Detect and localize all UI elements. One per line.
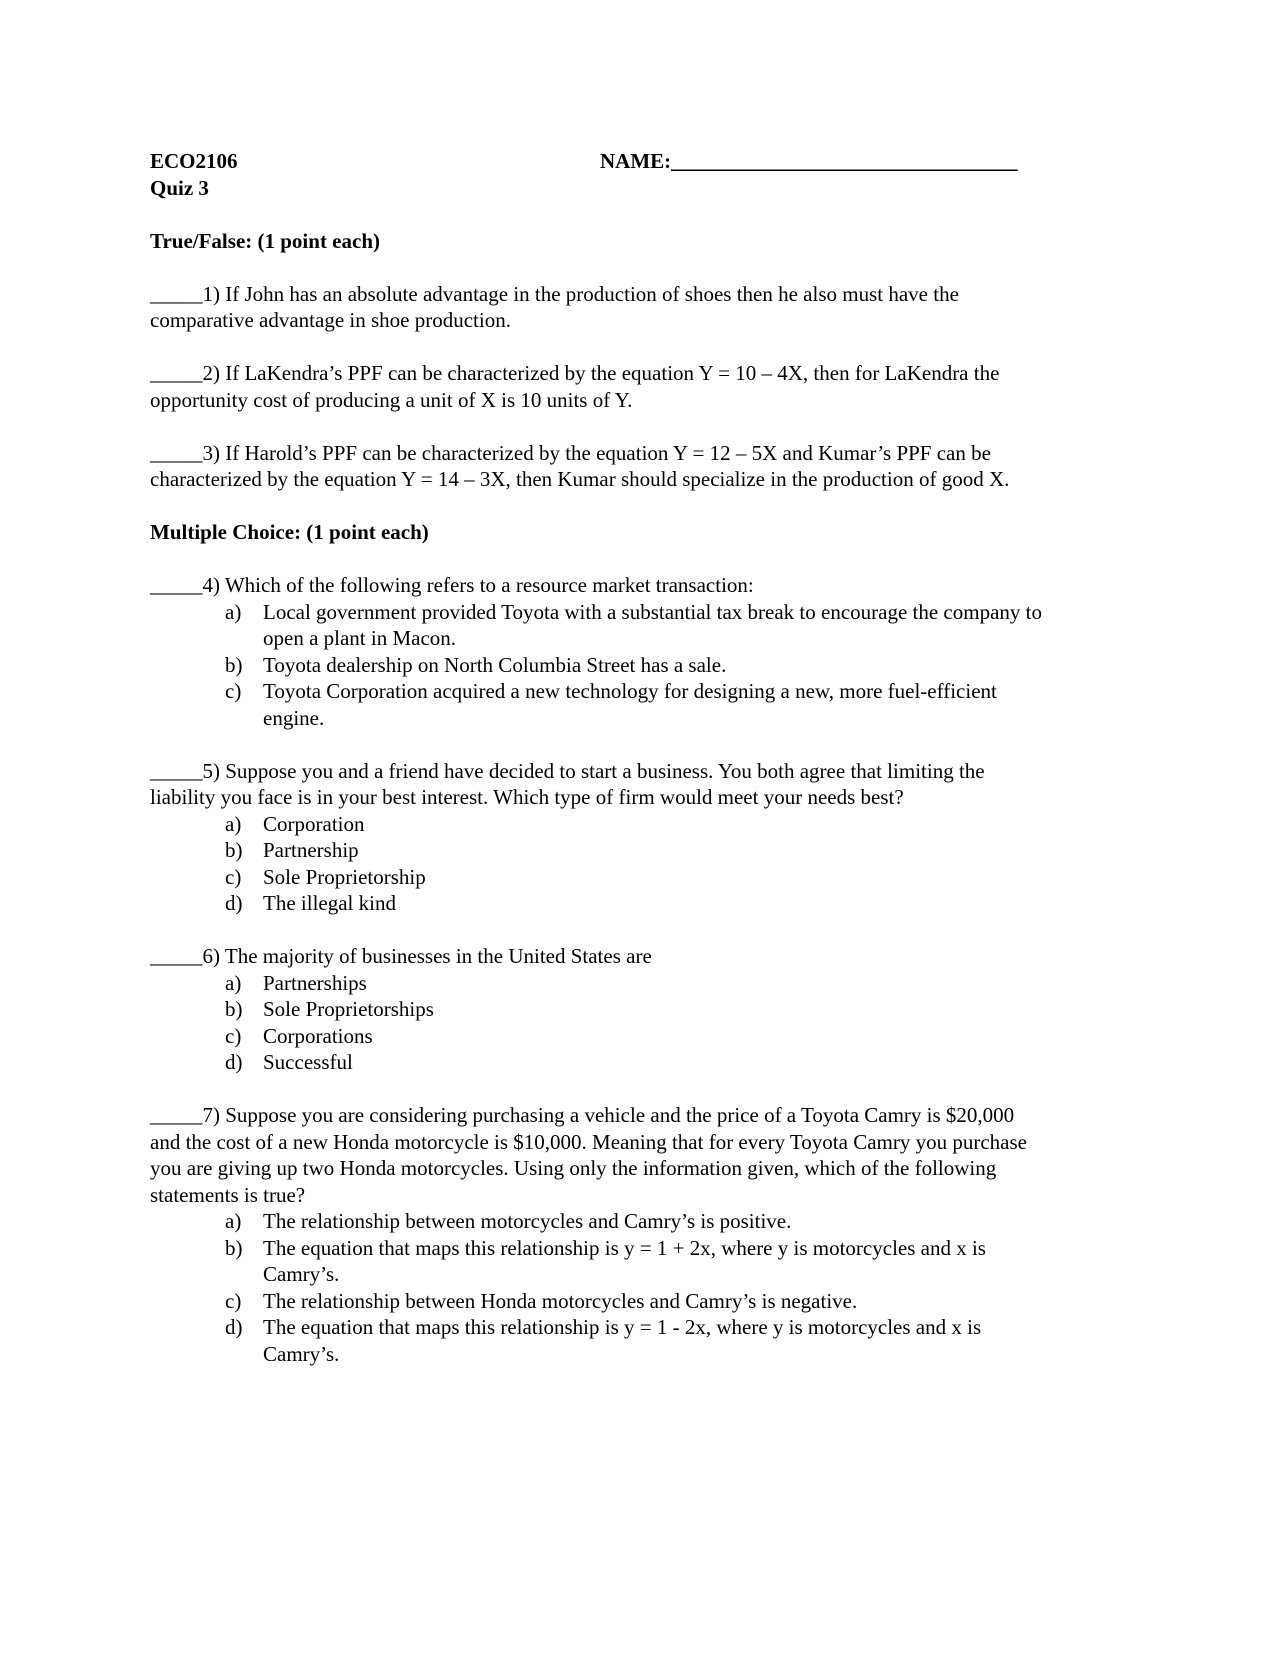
option-text: Corporation [263, 811, 365, 836]
question-2 [150, 360, 1120, 413]
option-letter: c) [225, 864, 242, 889]
answer-option [150, 1235, 1120, 1288]
answer-options [150, 599, 1120, 732]
answer-option [150, 1288, 1120, 1315]
option-text: The relationship between motorcycles and Camry’s is positive. [263, 1209, 792, 1233]
option-text: Sole Proprietorship [263, 864, 426, 889]
option-letter: a) [225, 811, 242, 836]
answer-options [150, 970, 1120, 1076]
option-text: The equation that maps this relationship is y = 1 + 2x, where y is motorcycles and x is [263, 1235, 986, 1260]
answer-option [150, 1023, 1120, 1050]
question-text: _____7) Suppose you are considering purchasing a vehicle and the price of a Toyota Camry is $20,000 [150, 1103, 1015, 1127]
option-letter: a) [225, 1209, 242, 1233]
answer-option [150, 890, 1120, 917]
question-1 [150, 281, 1120, 334]
answer-option [150, 811, 1120, 838]
option-letter: d) [225, 1050, 243, 1074]
answer-option [150, 837, 1120, 864]
question-text: statements is true? [150, 1182, 306, 1207]
course-code: ECO2106 [150, 149, 238, 173]
multiple-choice-heading: Multiple Choice: (1 point each) [150, 520, 429, 544]
option-letter: c) [225, 1023, 242, 1048]
option-text: Toyota Corporation acquired a new technology for designing a new, more fuel-efficient [263, 679, 997, 703]
question-text: _____2) If LaKendra’s PPF can be characterized by the equation Y = 10 – 4X, then for LaKendra the [150, 361, 1000, 385]
question-text: _____4) Which of the following refers to a resource market transaction: [150, 573, 754, 597]
question-text: characterized by the equation Y = 14 – 3X, then Kumar should specialize in the production of good X. [150, 467, 1010, 491]
option-text: The relationship between Honda motorcycles and Camry’s is negative. [263, 1288, 858, 1313]
question-text: _____3) If Harold’s PPF can be characterized by the equation Y = 12 – 5X and Kumar’s PPF can be [150, 440, 991, 465]
answer-option [150, 864, 1120, 891]
answer-options [150, 1208, 1120, 1367]
quiz-title: Quiz 3 [150, 175, 209, 200]
option-letter: a) [225, 970, 242, 995]
option-letter: c) [225, 1288, 242, 1313]
question-5 [150, 758, 1120, 917]
option-letter: b) [225, 1235, 243, 1260]
question-7 [150, 1102, 1120, 1367]
answer-option [150, 599, 1120, 652]
answer-option [150, 1208, 1120, 1235]
question-text: and the cost of a new Honda motorcycle is $10,000. Meaning that for every Toyota Camry you purchase [150, 1129, 1027, 1154]
option-text: Camry’s. [263, 1341, 340, 1366]
quiz-page [150, 148, 1120, 1367]
question-text: _____5) Suppose you and a friend have decided to start a business. You both agree that limiting the [150, 758, 985, 783]
question-text: you are giving up two Honda motorcycles. Using only the information given, which of the following [150, 1156, 997, 1180]
option-text: The illegal kind [263, 891, 396, 915]
question-3 [150, 440, 1120, 493]
option-text: Camry’s. [263, 1262, 340, 1286]
option-text: Local government provided Toyota with a substantial tax break to encourage the company to [263, 599, 1042, 624]
name-field: NAME:_________________________________ [600, 149, 1018, 173]
option-text: open a plant in Macon. [263, 626, 457, 650]
answer-option [150, 1049, 1120, 1076]
option-text: Partnership [263, 838, 359, 862]
answer-options [150, 811, 1120, 917]
question-text: _____1) If John has an absolute advantage in the production of shoes then he also must have the [150, 281, 959, 306]
answer-option [150, 678, 1120, 731]
question-text: _____6) The majority of businesses in the United States are [150, 944, 652, 968]
option-letter: c) [225, 679, 242, 703]
question-4 [150, 572, 1120, 731]
answer-option [150, 996, 1120, 1023]
answer-option [150, 970, 1120, 997]
option-letter: b) [225, 838, 243, 862]
option-letter: b) [225, 997, 243, 1021]
option-text: The equation that maps this relationship is y = 1 - 2x, where y is motorcycles and x is [263, 1315, 982, 1339]
option-letter: b) [225, 652, 243, 677]
option-text: engine. [263, 705, 325, 730]
header-row [150, 148, 1120, 175]
answer-option [150, 652, 1120, 679]
option-letter: a) [225, 599, 242, 624]
true-false-heading: True/False: (1 point each) [150, 228, 380, 253]
option-text: Corporations [263, 1023, 373, 1048]
question-text: opportunity cost of producing a unit of X is 10 units of Y. [150, 387, 633, 412]
question-6 [150, 943, 1120, 1076]
question-text: comparative advantage in shoe production. [150, 308, 511, 332]
option-text: Successful [263, 1050, 353, 1074]
question-text: liability you face is in your best interest. Which type of firm would meet your needs best? [150, 785, 904, 809]
option-letter: d) [225, 891, 243, 915]
answer-option [150, 1314, 1120, 1367]
option-text: Toyota dealership on North Columbia Street has a sale. [263, 652, 727, 677]
option-text: Sole Proprietorships [263, 997, 434, 1021]
option-letter: d) [225, 1315, 243, 1339]
option-text: Partnerships [263, 970, 367, 995]
